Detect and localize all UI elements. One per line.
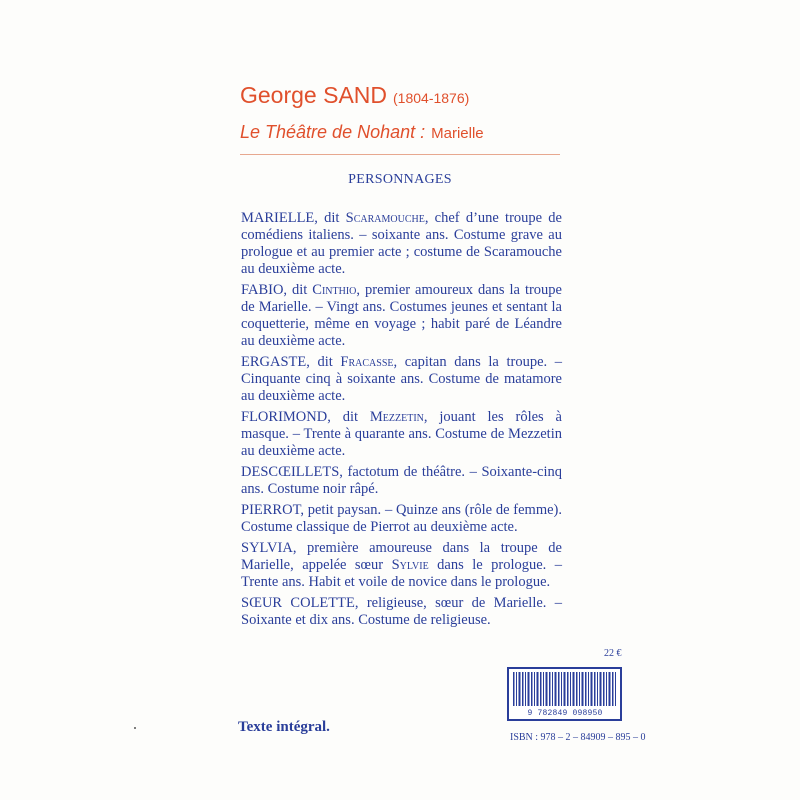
title-divider <box>240 154 560 155</box>
barcode <box>507 667 622 721</box>
author-line <box>240 82 469 109</box>
isbn-label: ISBN : 978 – 2 – 84909 – 895 – 0 <box>510 732 646 743</box>
character-entry: MARIELLE, dit Scaramouche, chef d’une troupe de comédiens italiens. – soixante ans. Costume grave au prologue et au premier acte ; costume de Scaramouche au deuxième acte. <box>241 210 562 277</box>
character-entry: DESCŒILLETS, factotum de théâtre. – Soixante-cinq ans. Costume noir râpé. <box>241 464 562 497</box>
character-entry: FABIO, dit Cinthio, premier amoureux dans la troupe de Marielle. – Vingt ans. Costumes jeunes et sentant la coquetterie, même en voyage ; habit paré de Léandre au deuxième acte. <box>241 282 562 349</box>
speck <box>134 727 136 729</box>
character-entry: ERGASTE, dit Fracasse, capitan dans la troupe. – Cinquante cinq à soixante ans. Costume de matamore au deuxième acte. <box>241 354 562 404</box>
author-name: George SAND <box>240 82 388 108</box>
character-entry: SYLVIA, première amoureuse dans la troupe de Marielle, appelée sœur Sylvie dans le prologue. – Trente ans. Habit et voile de novice dans le prologue. <box>241 540 562 590</box>
price-label: 22 € <box>604 648 622 659</box>
barcode-number: 9 782849 098950 <box>527 709 603 718</box>
series-title: Le Théâtre de Nohant : <box>240 122 426 142</box>
title-line <box>240 122 484 143</box>
character-list <box>241 210 562 633</box>
play-title: Marielle <box>431 125 484 142</box>
author-dates: (1804-1876) <box>393 90 470 106</box>
character-entry: PIERROT, petit paysan. – Quinze ans (rôle de femme). Costume classique de Pierrot au deuxième acte. <box>241 502 562 535</box>
barcode-bars <box>513 672 616 706</box>
character-entry: FLORIMOND, dit Mezzetin, jouant les rôles à masque. – Trente à quarante ans. Costume de Mezzetin au deuxième acte. <box>241 409 562 459</box>
characters-heading: PERSONNAGES <box>348 172 452 187</box>
texte-integral-label: Texte intégral. <box>238 719 330 735</box>
character-entry: SŒUR COLETTE, religieuse, sœur de Marielle. – Soixante et dix ans. Costume de religieuse. <box>241 595 562 628</box>
